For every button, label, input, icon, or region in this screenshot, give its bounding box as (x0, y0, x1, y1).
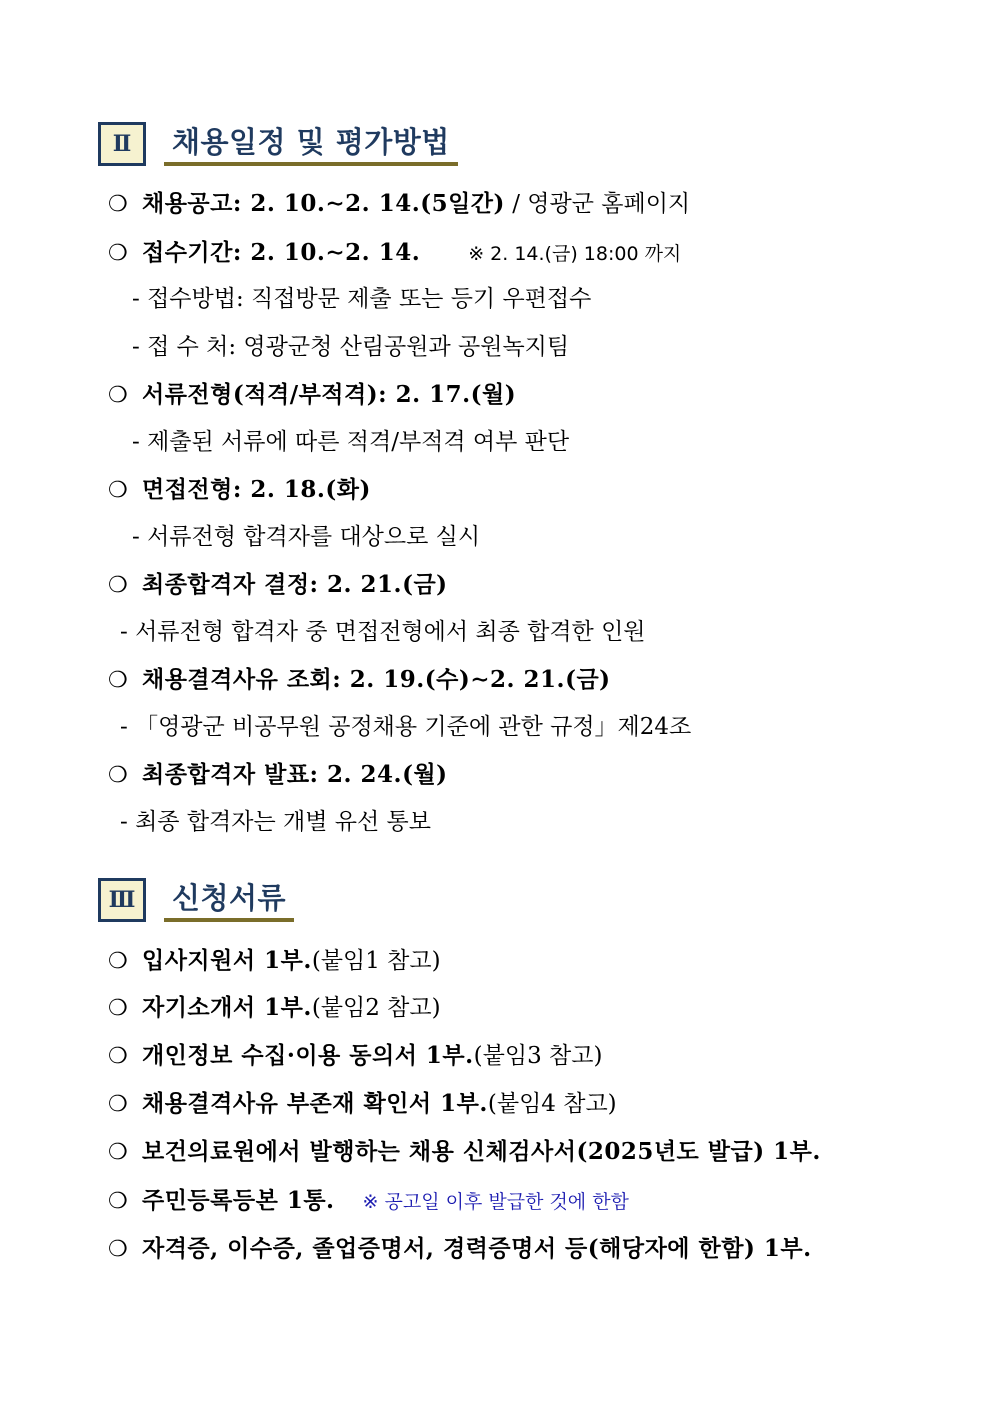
interview-detail: - 서류전형 합격자를 대상으로 실시 (132, 524, 481, 550)
schedule-item-final-decision: ❍ 최종합격자 결정: 2. 21.(금) (108, 570, 448, 601)
circle-bullet-icon: ❍ (108, 1044, 128, 1069)
circle-bullet-icon: ❍ (108, 1189, 128, 1214)
document-item-application-form: ❍ 입사지원서 1부.(붙임1 참고) (108, 946, 441, 977)
issuance-note: ※ 공고일 이후 발급한 것에 한함 (362, 1191, 629, 1213)
schedule-item-disqualification-check: ❍ 채용결격사유 조회: 2. 19.(수)∼2. 21.(금) (108, 665, 611, 696)
final-announcement-detail: - 최종 합격자는 개별 유선 통보 (120, 809, 431, 835)
section-2-title: 채용일정 및 평가방법 (164, 122, 458, 166)
schedule-item-final-announcement: ❍ 최종합격자 발표: 2. 24.(월) (108, 760, 448, 791)
circle-bullet-icon: ❍ (108, 192, 128, 217)
final-decision-detail: - 서류전형 합격자 중 면접전형에서 최종 합격한 인원 (120, 619, 646, 645)
circle-bullet-icon: ❍ (108, 1237, 128, 1262)
schedule-item-interview: ❍ 면접전형: 2. 18.(화) (108, 475, 371, 506)
circle-bullet-icon: ❍ (108, 763, 128, 788)
document-item-certificates: ❍ 자격증, 이수증, 졸업증명서, 경력증명서 등(해당자에 한함) 1부. (108, 1234, 812, 1265)
circle-bullet-icon: ❍ (108, 383, 128, 408)
schedule-item-document-screening: ❍ 서류전형(적격/부적격): 2. 17.(월) (108, 380, 516, 411)
section-3-title: 신청서류 (164, 878, 294, 922)
document-screening-detail: - 제출된 서류에 따른 적격/부적격 여부 판단 (132, 429, 570, 455)
document-item-resident-registration: ❍ 주민등록등본 1통. ※ 공고일 이후 발급한 것에 한함 (108, 1186, 629, 1217)
deadline-note: ※ 2. 14.(금) 18:00 까지 (468, 243, 682, 265)
circle-bullet-icon: ❍ (108, 949, 128, 974)
circle-bullet-icon: ❍ (108, 241, 128, 266)
document-item-disqualification-confirmation: ❍ 채용결격사유 부존재 확인서 1부.(붙임4 참고) (108, 1089, 617, 1120)
disqualification-regulation: - 「영광군 비공무원 공정채용 기준에 관한 규정」제24조 (120, 714, 692, 740)
application-method: - 접수방법: 직접방문 제출 또는 등기 우편접수 (132, 286, 592, 312)
document-item-self-introduction: ❍ 자기소개서 1부.(붙임2 참고) (108, 993, 441, 1024)
application-office: - 접 수 처: 영광군청 산림공원과 공원녹지팀 (132, 334, 570, 360)
circle-bullet-icon: ❍ (108, 1140, 128, 1165)
circle-bullet-icon: ❍ (108, 1092, 128, 1117)
circle-bullet-icon: ❍ (108, 996, 128, 1021)
circle-bullet-icon: ❍ (108, 668, 128, 693)
schedule-item-application: ❍ 접수기간: 2. 10.∼2. 14. ※ 2. 14.(금) 18:00 까지 (108, 238, 681, 269)
section-3-number: Ⅲ (98, 878, 146, 922)
schedule-item-announcement: ❍ 채용공고: 2. 10.∼2. 14.(5일간) / 영광군 홈페이지 (108, 189, 690, 220)
circle-bullet-icon: ❍ (108, 478, 128, 503)
section-2-number: Ⅱ (98, 122, 146, 166)
document-item-privacy-consent: ❍ 개인정보 수집·이용 동의서 1부.(붙임3 참고) (108, 1041, 602, 1072)
document-item-health-certificate: ❍ 보건의료원에서 발행하는 채용 신체검사서(2025년도 발급) 1부. (108, 1137, 821, 1168)
circle-bullet-icon: ❍ (108, 573, 128, 598)
